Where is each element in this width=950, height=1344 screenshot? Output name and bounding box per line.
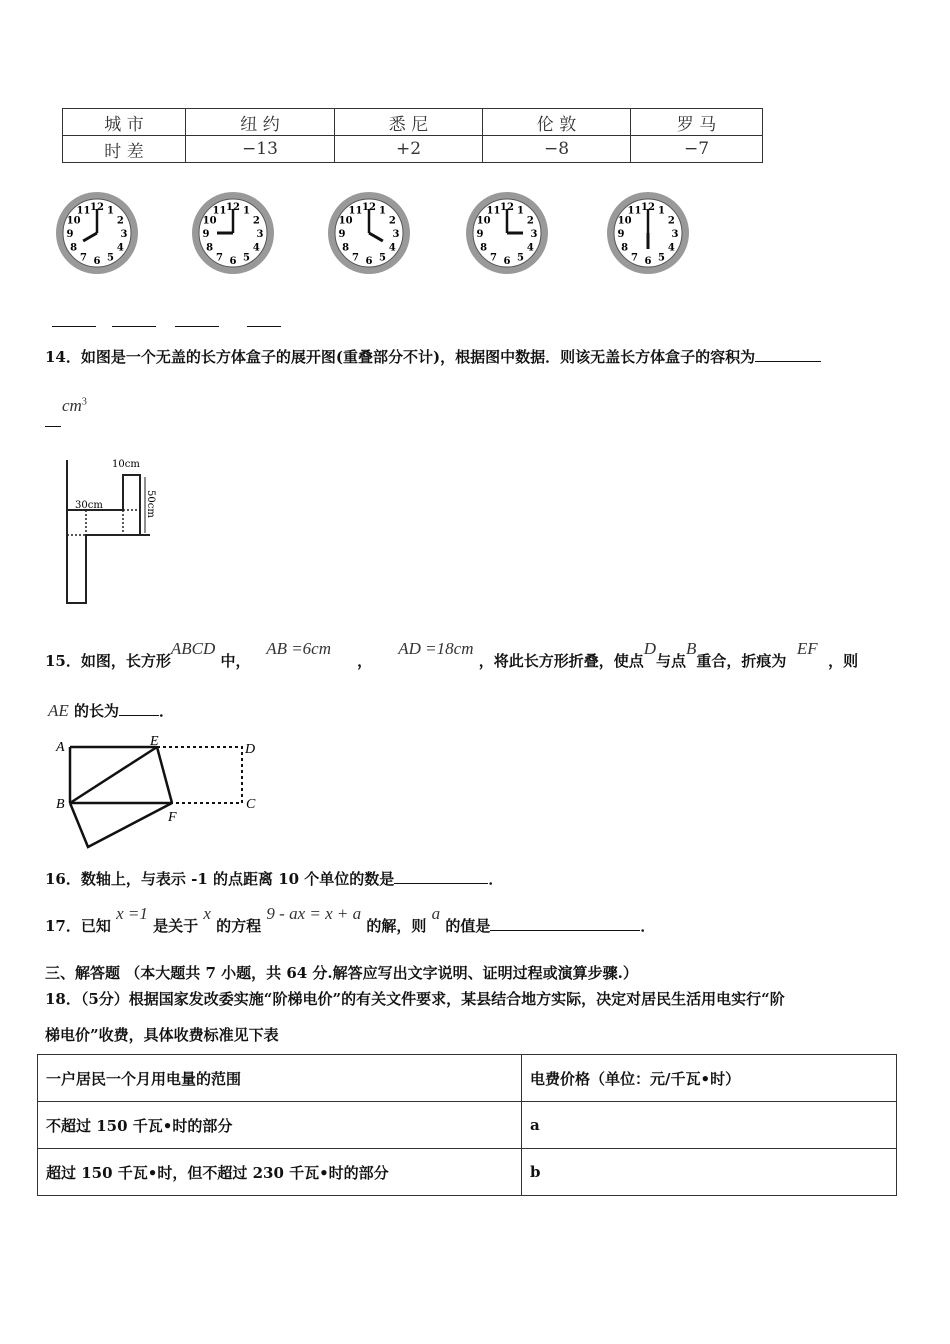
math: D <box>643 639 657 658</box>
question-15-line2 <box>48 700 174 721</box>
electricity-price-table <box>37 1054 897 1196</box>
text: 15．如图，长方形 <box>45 652 171 670</box>
unit-text: cm <box>62 396 82 415</box>
clock-icon <box>56 192 138 274</box>
clock-number: 12 <box>500 202 514 213</box>
header-cell: 城 市 <box>63 109 186 136</box>
cell: +2 <box>335 136 483 163</box>
clock-number: 6 <box>644 256 652 267</box>
answer-blank <box>119 701 159 716</box>
table-row <box>63 109 763 136</box>
clock-number: 9 <box>202 229 210 240</box>
math: B <box>686 639 697 658</box>
clock-number: 4 <box>116 242 124 254</box>
clock-number: 9 <box>338 229 346 240</box>
question-text: 14．如图是一个无盖的长方体盒子的展开图(重叠部分不计)，根据图中数据．则该无盖长方体盒子的容积为 <box>45 348 756 366</box>
point-c-label: C <box>246 797 256 812</box>
clock-number: 4 <box>388 242 396 254</box>
clock-number: 6 <box>93 256 101 267</box>
clock-number: 10 <box>338 215 353 227</box>
math: x <box>203 904 211 923</box>
clock-icon <box>466 192 548 274</box>
text: ． <box>159 702 175 720</box>
clock-icon <box>607 192 689 274</box>
answer-blank <box>247 326 281 327</box>
timezone-table <box>62 108 763 163</box>
answer-blank <box>45 426 61 427</box>
cell: 超过 150 千瓦•时，但不超过 230 千瓦•时的部分 <box>38 1149 522 1196</box>
answer-blank <box>755 347 821 362</box>
text: ， <box>357 652 373 670</box>
header-cell: 纽 约 <box>186 109 335 136</box>
table-row <box>38 1102 897 1149</box>
cell: 不超过 150 千瓦•时的部分 <box>38 1102 522 1149</box>
clock-number: 8 <box>621 242 629 254</box>
point-b-label: B <box>56 797 65 812</box>
clock-number: 6 <box>365 256 373 267</box>
cell: a <box>522 1102 897 1149</box>
text: 中， <box>220 652 251 670</box>
clock-number: 3 <box>392 229 400 240</box>
clock-number: 3 <box>671 229 679 240</box>
clock-number: 2 <box>526 215 534 227</box>
clock-number: 7 <box>631 252 638 264</box>
clock-number: 6 <box>503 256 511 267</box>
table-row <box>63 136 763 163</box>
clock-number: 10 <box>66 215 81 227</box>
clock-number: 11 <box>348 205 363 217</box>
question-18: 18．（5分）根据国家发改委实施“阶梯电价”的有关文件要求，某县结合地方实际，决定对居民生活用电实行“阶 <box>45 990 785 1008</box>
label-50cm: 50cm <box>145 490 156 518</box>
header-cell: 电费价格（单位：元/千瓦•时） <box>522 1055 897 1102</box>
clock-number: 2 <box>388 215 396 227</box>
clock-number: 4 <box>667 242 675 254</box>
label-30cm: 30cm <box>75 500 103 511</box>
header-cell: 罗 马 <box>631 109 763 136</box>
text: 的值是 <box>445 917 491 935</box>
clock-number: 9 <box>66 229 74 240</box>
text: ． <box>488 870 504 888</box>
answer-blank <box>52 326 96 327</box>
text: 与点 <box>656 652 687 670</box>
clock-number: 11 <box>627 205 642 217</box>
clock-number: 12 <box>226 202 240 213</box>
clock-number: 11 <box>212 205 227 217</box>
answer-blank <box>490 916 640 931</box>
clock-number: 4 <box>526 242 534 254</box>
text: 的方程 <box>216 917 262 935</box>
clock-number: 8 <box>206 242 214 254</box>
header-cell: 一户居民一个月用电量的范围 <box>38 1055 522 1102</box>
clocks-figure <box>0 185 720 285</box>
clock-number: 10 <box>617 215 632 227</box>
math: AB =6cm <box>266 639 331 658</box>
table-row <box>38 1149 897 1196</box>
clock-number: 1 <box>107 205 114 217</box>
unit-cm3 <box>62 396 87 416</box>
clock-number: 7 <box>352 252 359 264</box>
clock-icon <box>328 192 410 274</box>
text: 17．已知 <box>45 917 111 935</box>
table-row <box>38 1055 897 1102</box>
clock-number: 12 <box>641 202 655 213</box>
text: 16．数轴上，与表示 -1 的点距离 10 个单位的数是 <box>45 870 395 888</box>
question-16 <box>45 868 503 889</box>
folded-rectangle-figure <box>50 735 270 850</box>
question-14 <box>45 346 821 367</box>
clock-number: 4 <box>252 242 260 254</box>
clock-number: 1 <box>243 205 250 217</box>
question-17 <box>45 904 656 936</box>
clock-number: 5 <box>517 252 524 264</box>
clock-number: 7 <box>490 252 497 264</box>
answer-blank <box>112 326 156 327</box>
clock-number: 9 <box>617 229 625 240</box>
clock-number: 8 <box>342 242 350 254</box>
header-cell: 悉 尼 <box>335 109 483 136</box>
point-a-label: A <box>56 740 65 755</box>
clock-number: 5 <box>243 252 250 264</box>
clock-number: 1 <box>379 205 386 217</box>
clock-number: 1 <box>658 205 665 217</box>
answer-blank <box>175 326 219 327</box>
point-f-label: F <box>168 810 177 825</box>
cell: 时 差 <box>63 136 186 163</box>
math: ABCD <box>170 639 216 658</box>
cell: −7 <box>631 136 763 163</box>
text: 是关于 <box>153 917 199 935</box>
clock-number: 5 <box>379 252 386 264</box>
section-heading: 三、解答题 （本大题共 7 小题，共 64 分.解答应写出文字说明、证明过程或演算步骤.） <box>45 964 638 982</box>
clock-number: 3 <box>530 229 538 240</box>
text: ． <box>640 917 656 935</box>
unit-exponent: 3 <box>81 396 87 408</box>
text: ，将此长方形折叠，使点 <box>478 652 644 670</box>
math: AE <box>48 701 69 720</box>
math: x =1 <box>116 904 148 923</box>
cell: −13 <box>186 136 335 163</box>
clock-number: 3 <box>120 229 128 240</box>
clock-number: 12 <box>90 202 104 213</box>
math: 9 - ax = x + a <box>266 904 362 923</box>
question-18-line2: 梯电价”收费，具体收费标准见下表 <box>45 1026 279 1044</box>
question-15 <box>45 639 859 671</box>
clock-number: 6 <box>229 256 237 267</box>
clock-number: 2 <box>667 215 675 227</box>
text: ，则 <box>828 652 859 670</box>
clock-number: 10 <box>202 215 217 227</box>
clock-number: 3 <box>256 229 264 240</box>
math: AD =18cm <box>398 639 474 658</box>
cell: −8 <box>483 136 631 163</box>
clock-number: 7 <box>80 252 87 264</box>
clock-number: 12 <box>362 202 376 213</box>
header-cell: 伦 敦 <box>483 109 631 136</box>
clock-number: 9 <box>476 229 484 240</box>
clock-number: 8 <box>480 242 488 254</box>
clock-icon <box>192 192 274 274</box>
cell: b <box>522 1149 897 1196</box>
clock-number: 7 <box>216 252 223 264</box>
clock-number: 5 <box>107 252 114 264</box>
point-d-label: D <box>245 742 256 757</box>
text: 的解，则 <box>366 917 427 935</box>
clock-number: 5 <box>658 252 665 264</box>
math: EF <box>796 639 818 658</box>
clock-number: 2 <box>252 215 260 227</box>
answer-blank <box>394 869 488 884</box>
text: 重合，折痕为 <box>696 652 787 670</box>
point-e-label: E <box>150 735 159 749</box>
clock-number: 11 <box>486 205 501 217</box>
label-10cm: 10cm <box>112 459 140 470</box>
clock-number: 2 <box>116 215 124 227</box>
text: 的长为 <box>74 702 120 720</box>
clock-number: 10 <box>476 215 491 227</box>
clock-number: 8 <box>70 242 78 254</box>
clock-number: 1 <box>517 205 524 217</box>
clock-number: 11 <box>76 205 91 217</box>
math: a <box>431 904 441 923</box>
box-net-figure <box>55 455 165 605</box>
